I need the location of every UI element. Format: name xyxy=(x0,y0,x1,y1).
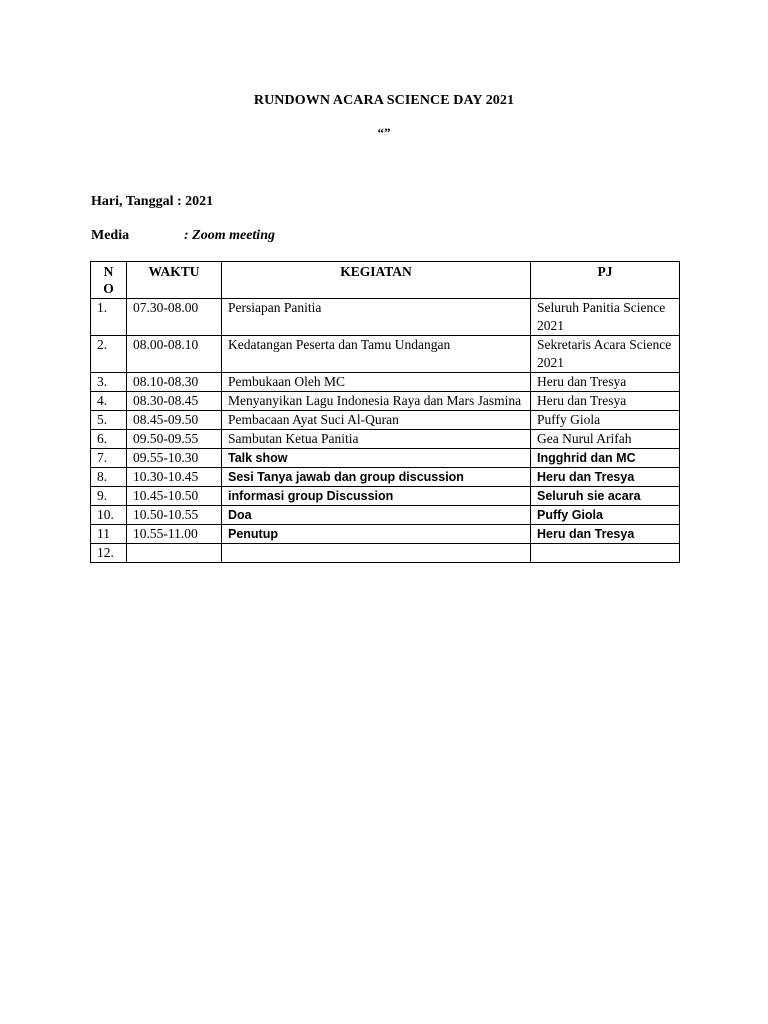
media-value: : Zoom meeting xyxy=(184,228,275,243)
table-row xyxy=(91,430,680,449)
row-kegiatan: Persiapan Panitia xyxy=(222,299,531,336)
row-no: 1. xyxy=(91,299,127,336)
row-waktu: 08.10-08.30 xyxy=(127,373,222,392)
table-row xyxy=(91,544,680,563)
rundown-table xyxy=(90,261,680,563)
table-row xyxy=(91,525,680,544)
row-kegiatan: Menyanyikan Lagu Indonesia Raya dan Mars Jasmina xyxy=(222,392,531,411)
row-no: 10. xyxy=(91,506,127,525)
table-row xyxy=(91,449,680,468)
row-waktu: 10.30-10.45 xyxy=(127,468,222,487)
header-kegiatan: KEGIATAN xyxy=(222,262,531,299)
document-title: RUNDOWN ACARA SCIENCE DAY 2021 xyxy=(253,93,515,108)
row-waktu: 10.50-10.55 xyxy=(127,506,222,525)
row-kegiatan: Sesi Tanya jawab dan group discussion xyxy=(222,468,531,487)
header-waktu: WAKTU xyxy=(127,262,222,299)
row-waktu: 07.30-08.00 xyxy=(127,299,222,336)
media-label: Media xyxy=(91,228,130,243)
row-kegiatan: Kedatangan Peserta dan Tamu Undangan xyxy=(222,336,531,373)
table-row xyxy=(91,336,680,373)
row-no: 11 xyxy=(91,525,127,544)
table-row xyxy=(91,468,680,487)
row-waktu: 10.45-10.50 xyxy=(127,487,222,506)
row-waktu: 08.45-09.50 xyxy=(127,411,222,430)
row-waktu: 09.50-09.55 xyxy=(127,430,222,449)
row-pj: Heru dan Tresya xyxy=(531,468,680,487)
row-no: 9. xyxy=(91,487,127,506)
row-waktu: 08.30-08.45 xyxy=(127,392,222,411)
document-subtitle: “” xyxy=(377,125,391,140)
table-row xyxy=(91,299,680,336)
row-pj: Sekretaris Acara Science 2021 xyxy=(531,336,680,373)
row-waktu: 08.00-08.10 xyxy=(127,336,222,373)
row-kegiatan: Pembacaan Ayat Suci Al-Quran xyxy=(222,411,531,430)
row-no: 2. xyxy=(91,336,127,373)
header-pj: PJ xyxy=(531,262,680,299)
row-no: 7. xyxy=(91,449,127,468)
row-kegiatan: Doa xyxy=(222,506,531,525)
row-no: 3. xyxy=(91,373,127,392)
row-kegiatan xyxy=(222,544,531,563)
row-pj xyxy=(531,544,680,563)
table-row xyxy=(91,392,680,411)
row-kegiatan: Sambutan Ketua Panitia xyxy=(222,430,531,449)
row-pj: Seluruh Panitia Science 2021 xyxy=(531,299,680,336)
table-row xyxy=(91,506,680,525)
row-no: 5. xyxy=(91,411,127,430)
row-no: 8. xyxy=(91,468,127,487)
row-kegiatan: Penutup xyxy=(222,525,531,544)
table-row xyxy=(91,487,680,506)
row-no: 6. xyxy=(91,430,127,449)
table-row xyxy=(91,373,680,392)
date-line: Hari, Tanggal : 2021 xyxy=(91,194,214,209)
row-pj: Gea Nurul Arifah xyxy=(531,430,680,449)
row-pj: Seluruh sie acara xyxy=(531,487,680,506)
header-no: N O xyxy=(91,262,127,299)
table-header-row xyxy=(91,262,680,299)
table-row xyxy=(91,411,680,430)
row-waktu xyxy=(127,544,222,563)
row-pj: Heru dan Tresya xyxy=(531,373,680,392)
row-kegiatan: Talk show xyxy=(222,449,531,468)
row-no: 4. xyxy=(91,392,127,411)
row-kegiatan: Pembukaan Oleh MC xyxy=(222,373,531,392)
row-no: 12. xyxy=(91,544,127,563)
row-pj: Ingghrid dan MC xyxy=(531,449,680,468)
row-pj: Heru dan Tresya xyxy=(531,525,680,544)
row-waktu: 09.55-10.30 xyxy=(127,449,222,468)
row-pj: Puffy Giola xyxy=(531,506,680,525)
media-line xyxy=(91,228,275,244)
row-waktu: 10.55-11.00 xyxy=(127,525,222,544)
row-pj: Puffy Giola xyxy=(531,411,680,430)
row-pj: Heru dan Tresya xyxy=(531,392,680,411)
row-kegiatan: informasi group Discussion xyxy=(222,487,531,506)
